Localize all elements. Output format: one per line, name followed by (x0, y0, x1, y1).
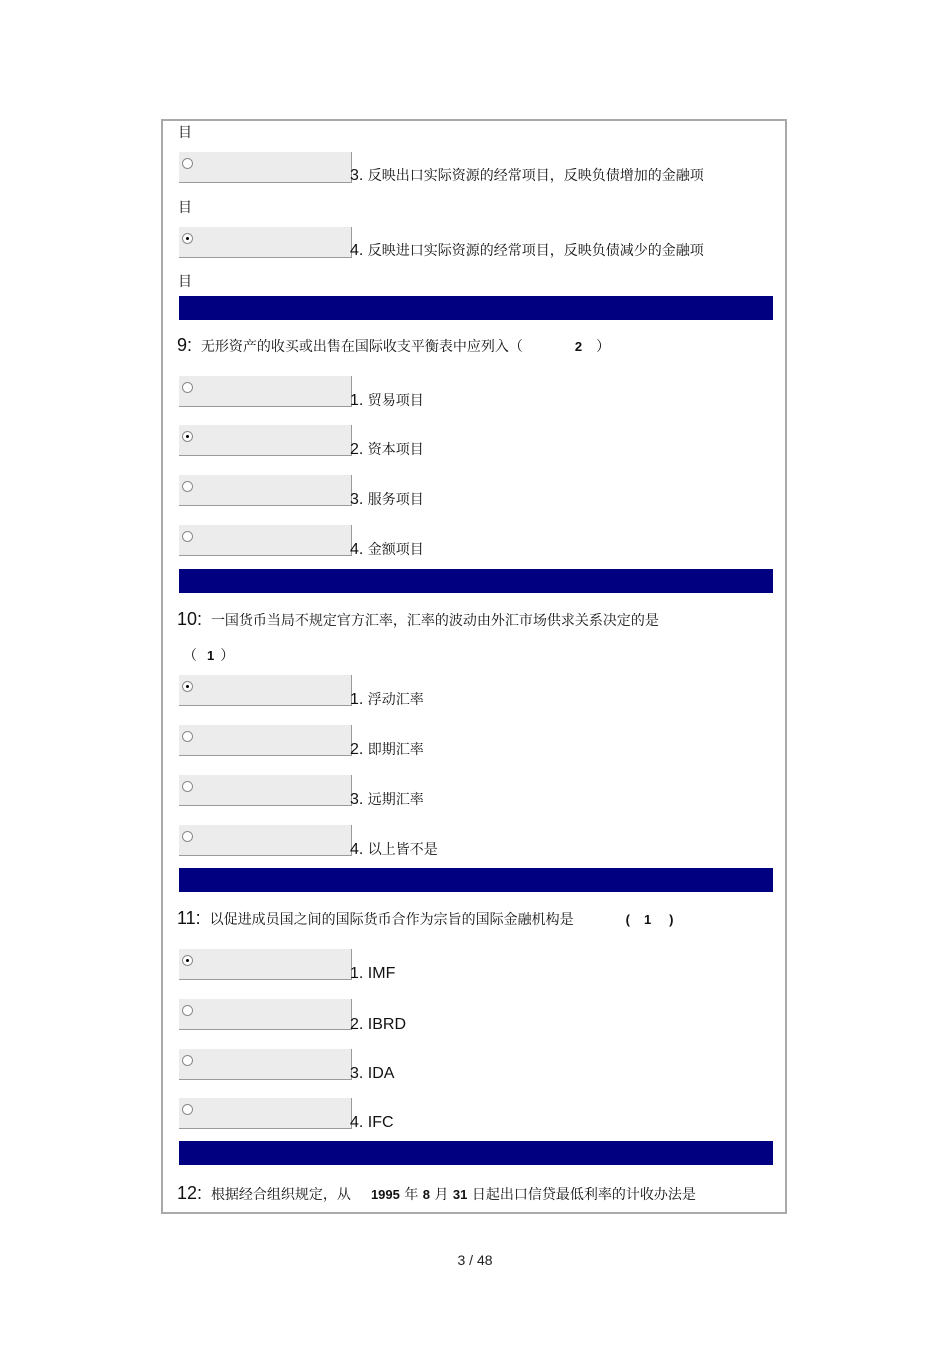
option-label: 4. 金额项目 (350, 541, 424, 558)
question-11: 11: 以促进成员国之间的国际货币合作为宗旨的国际金融机构是 ( 1 ) (177, 908, 674, 928)
option-field[interactable] (179, 376, 352, 407)
option-label: 1. IMF (350, 965, 396, 982)
option-field[interactable] (179, 152, 352, 183)
option-label: 4. IFC (350, 1114, 394, 1131)
section-divider (179, 1141, 773, 1165)
option-field[interactable] (179, 425, 352, 456)
option-label: 3. 反映出口实际资源的经常项目，反映负债增加的金融项 (350, 167, 704, 184)
option-field[interactable] (179, 725, 352, 756)
option-field[interactable] (179, 949, 352, 980)
answer-value: 1 (207, 648, 215, 663)
option-label: 2. 即期汇率 (350, 741, 424, 758)
option-field[interactable] (179, 1049, 352, 1080)
question-12: 12: 根据经合组织规定，从 1995 年 8 月 31 日起出口信贷最低利率的计收办法是 (177, 1183, 696, 1203)
answer-value: 2 (574, 339, 583, 354)
continued-text: 目 (178, 200, 192, 216)
radio-button[interactable] (182, 531, 193, 542)
option-field[interactable] (179, 999, 352, 1030)
radio-button-selected[interactable] (182, 681, 193, 692)
radio-button[interactable] (182, 1005, 193, 1016)
radio-button[interactable] (182, 1104, 193, 1115)
option-label: 2. 资本项目 (350, 441, 424, 458)
option-field[interactable] (179, 525, 352, 556)
option-field[interactable] (179, 475, 352, 506)
option-field[interactable] (179, 775, 352, 806)
option-label: 3. IDA (350, 1065, 395, 1082)
option-label: 4. 反映进口实际资源的经常项目，反映负债减少的金融项 (350, 242, 704, 259)
quiz-frame (161, 119, 787, 1214)
continued-text: 目 (178, 125, 192, 141)
option-field[interactable] (179, 227, 352, 258)
option-label: 4. 以上皆不是 (350, 841, 438, 858)
radio-button-selected[interactable] (182, 233, 193, 244)
radio-button[interactable] (182, 781, 193, 792)
radio-button[interactable] (182, 158, 193, 169)
radio-button[interactable] (182, 481, 193, 492)
page-number: 3 / 48 (457, 1252, 493, 1268)
question-9: 9: 无形资产的收买或出售在国际收支平衡表中应列入（ 2 ） (177, 335, 611, 355)
option-field[interactable] (179, 1098, 352, 1129)
radio-button-selected[interactable] (182, 955, 193, 966)
radio-button[interactable] (182, 1055, 193, 1066)
section-divider (179, 868, 773, 892)
option-label: 1. 贸易项目 (350, 392, 424, 409)
radio-button[interactable] (182, 731, 193, 742)
option-label: 1. 浮动汇率 (350, 691, 424, 708)
option-label: 3. 服务项目 (350, 491, 424, 508)
option-field[interactable] (179, 825, 352, 856)
radio-button[interactable] (182, 382, 193, 393)
continued-text: 目 (178, 274, 192, 290)
option-field[interactable] (179, 675, 352, 706)
answer-value: 1 (643, 912, 652, 927)
option-label: 2. IBRD (350, 1016, 407, 1033)
answer-line: （ 1 ） (183, 648, 235, 664)
radio-button[interactable] (182, 831, 193, 842)
question-10: 10: 一国货币当局不规定官方汇率，汇率的波动由外汇市场供求关系决定的是 (177, 609, 659, 629)
option-label: 3. 远期汇率 (350, 791, 424, 808)
section-divider (179, 569, 773, 593)
section-divider (179, 296, 773, 320)
radio-button-selected[interactable] (182, 431, 193, 442)
